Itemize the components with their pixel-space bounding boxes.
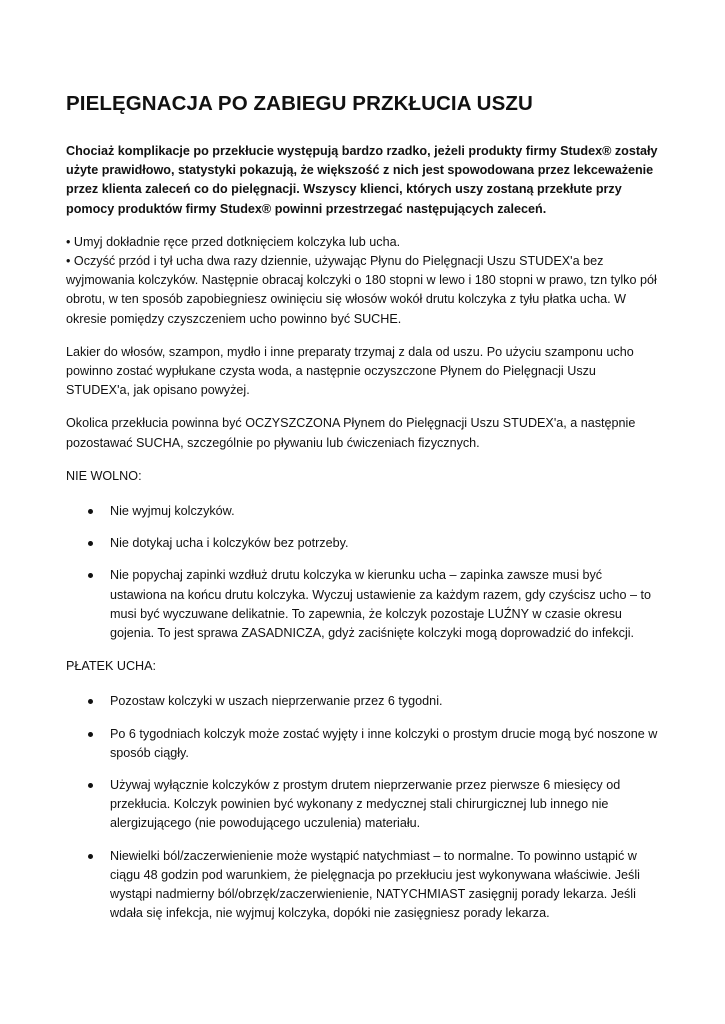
bullet-icon: [88, 732, 93, 737]
dont-list: [66, 502, 659, 643]
care-products-paragraph: Lakier do włosów, szampon, mydło i inne preparaty trzymaj z dala od uszu. Po użyciu szamponu ucho powinno zostać wypłukane czysta woda, a następnie oczyszczone Płynem do Pielęgnacji Uszu STUDEX'a, jak opisano powyżej.: [66, 344, 634, 398]
list-item: Po 6 tygodniach kolczyk może zostać wyjęty i inne kolczyki o prostym drucie mogą być noszone w sposób ciągły.: [66, 725, 659, 763]
intro-paragraph: Chociaż komplikacje po przekłucie występują bardzo rzadko, jeżeli produkty firmy Studex® zostały użyte prawidłowo, statystyki pokazują, że większość z nich jest spowodowana przez lekceważenie przez klienta zaleceń co do pielęgnacji. Wszyscy klienci, których uszy zostaną przekłute przy pomocy produktów firmy Studex® powinni przestrzegać następujących zaleceń.: [66, 144, 658, 216]
list-item: Używaj wyłącznie kolczyków z prostym drutem nieprzerwanie przez pierwsze 6 miesięcy od przekłucia. Kolczyk powinien być wykonany z medycznej stali chirurgicznej lub innego nie alergizującego (nie powodującego uczulenia) materiału.: [66, 776, 659, 834]
bullet-icon: [88, 699, 93, 704]
earlobe-section-heading: PŁATEK UCHA:: [66, 659, 157, 674]
earlobe-list: [66, 692, 659, 923]
document-title: PIELĘGNACJA PO ZABIEGU PRZKŁUCIA USZU: [66, 92, 533, 115]
bullet-icon: [88, 573, 93, 578]
care-step: • Umyj dokładnie ręce przed dotknięciem kolczyka lub ucha.: [66, 234, 401, 249]
list-item: Pozostaw kolczyki w uszach nieprzerwanie przez 6 tygodni.: [66, 692, 659, 711]
bullet-icon: [88, 854, 93, 859]
dont-section-heading: NIE WOLNO:: [66, 468, 142, 483]
list-item: Nie wyjmuj kolczyków.: [66, 502, 659, 521]
list-item: Niewielki ból/zaczerwienienie może wystąpić natychmiast – to normalne. To powinno ustąpić w ciągu 48 godzin pod warunkiem, że pielęgnacja po przekłuciu jest wykonywana właściwie. Jeśli wystąpi nadmierny ból/obrzęk/zaczerwienienie, NATYCHMIAST zasięgnij porady lekarza. Jeśli wdała się infekcja, nie wyjmuj kolczyka, dopóki nie zasięgniesz porady lekarza.: [66, 847, 659, 924]
care-steps: [66, 233, 659, 329]
care-step: • Oczyść przód i tył ucha dwa razy dziennie, używając Płynu do Pielęgnacji Uszu STUDEX'a bez wyjmowania kolczyków. Następnie obracaj kolczyki o 180 stopni w lewo i 180 stopni w prawo, tzn tylko pół obrotu, w ten sposób zapobiegniesz owinięciu się włosów wokół drutu kolczyka z tyłu płatka ucha. W okresie pomiędzy czyszczeniem ucho powinno być SUCHE.: [66, 254, 657, 326]
list-item: Nie dotykaj ucha i kolczyków bez potrzeby.: [66, 534, 659, 553]
bullet-icon: [88, 541, 93, 546]
piercing-area-paragraph: Okolica przekłucia powinna być OCZYSZCZONA Płynem do Pielęgnacji Uszu STUDEX'a, a następnie pozostawać SUCHA, szczególnie po pływaniu lub ćwiczeniach fizycznych.: [66, 416, 636, 450]
bullet-icon: [88, 783, 93, 788]
list-item: Nie popychaj zapinki wzdłuż drutu kolczyka w kierunku ucha – zapinka zawsze musi być ustawiona na końcu drutu kolczyka. Wyczuj ustawienie za każdym razem, gdy czyścisz ucho – to musi być wyczuwane delikatnie. To zapewnia, że kolczyk pozostaje LUŹNY w czasie okresu gojenia. To jest sprawa ZASADNICZA, gdyż zaciśnięte kolczyki mogą doprowadzić do infekcji.: [66, 566, 659, 643]
bullet-icon: [88, 509, 93, 514]
